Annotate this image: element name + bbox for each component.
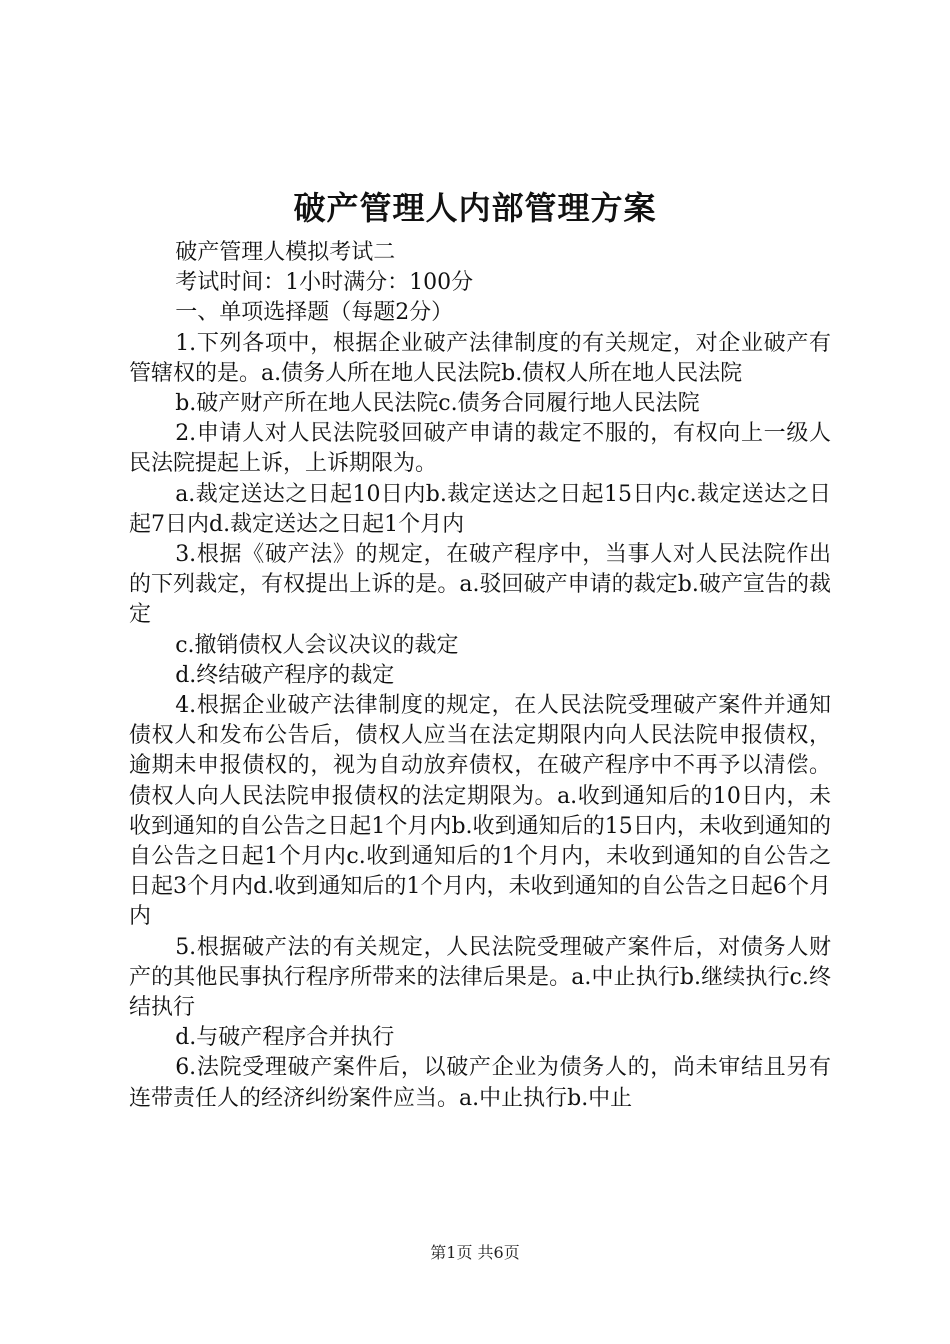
page-footer: 第1页 共6页 <box>430 1243 520 1262</box>
paragraph: 3.根据《破产法》的规定，在破产程序中，当事人对人民法院作出的下列裁定，有权提出上诉的是。a.驳回破产申请的裁定b.破产宣告的裁定 <box>129 542 831 628</box>
paragraph: a.裁定送达之日起10日内b.裁定送达之日起15日内c.裁定送达之日起7日内d.裁定送达之日起1个月内 <box>129 481 831 537</box>
paragraph: 5.根据破产法的有关规定，人民法院受理破产案件后，对债务人财产的其他民事执行程序所带来的法律后果是。a.中止执行b.继续执行c.终结执行 <box>129 934 831 1021</box>
document-body <box>129 238 831 1114</box>
paragraph: 一、单项选择题（每题2分） <box>175 300 454 326</box>
paragraph: d.与破产程序合并执行 <box>175 1025 395 1051</box>
paragraph: 6.法院受理破产案件后，以破产企业为债务人的，尚未审结且另有连带责任人的经济纠纷案件应当。a.中止执行b.中止 <box>129 1055 831 1111</box>
document-title: 破产管理人内部管理方案 <box>293 189 657 227</box>
paragraph: b.破产财产所在地人民法院c.债务合同履行地人民法院 <box>175 391 700 417</box>
paragraph: 2.申请人对人民法院驳回破产申请的裁定不服的，有权向上一级人民法院提起上诉，上诉期限为。 <box>129 421 831 477</box>
paragraph: 考试时间：1小时满分：100分 <box>175 270 474 296</box>
paragraph: 1.下列各项中，根据企业破产法律制度的有关规定，对企业破产有管辖权的是。a.债务人所在地人民法院b.债权人所在地人民法院 <box>129 330 831 386</box>
paragraph: c.撤销债权人会议决议的裁定 <box>175 632 459 658</box>
paragraph: 4.根据企业破产法律制度的规定，在人民法院受理破产案件并通知债权人和发布公告后，债权人应当在法定期限内向人民法院申报债权，逾期未申报债权的，视为自动放弃债权，在破产程序中不再予以清偿。债权人向人民法院申报债权的法定期限为。a.收到通知后的10日内，未收到通知的自公告之日起1个月内b.收到通知后的15日内，未收到通知的自公告之日起1个月内c.收到通知后的1个月内，未收到通知的自公告之日起3个月内d.收到通知后的1个月内，未收到通知的自公告之日起6个月内 <box>129 693 831 930</box>
paragraph: d.终结破产程序的裁定 <box>175 662 395 688</box>
paragraph: 破产管理人模拟考试二 <box>175 240 396 265</box>
